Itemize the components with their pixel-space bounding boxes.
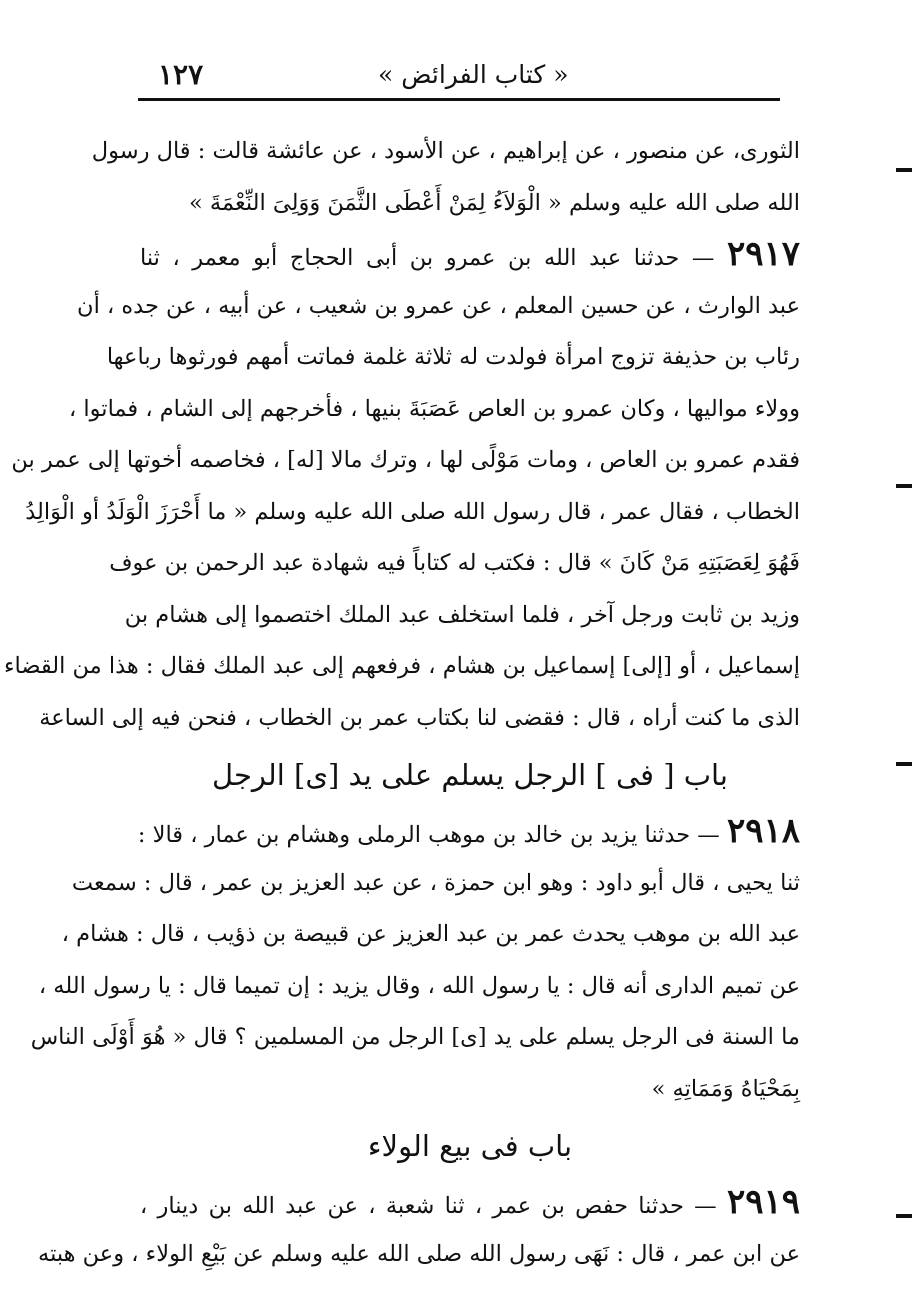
text-line: الخطاب ، فقال عمر ، قال رسول الله صلى الله عليه وسلم « ما أَحْرَزَ الْوَلَدُ أو الْوَالِدُ (25, 498, 800, 525)
intro-passage (91, 126, 800, 229)
hadith-first-line (140, 229, 800, 281)
header-rule (138, 98, 780, 101)
margin-mark (896, 762, 912, 766)
hadith-number: ٢٩١٧ (726, 234, 800, 274)
hadith-opening: — حدثنا يزيد بن خالد بن موهب الرملى وهشام بن عمار ، قالا : (137, 822, 720, 848)
hadith-number: ٢٩١٩ (726, 1182, 800, 1222)
text-line: عن ابن عمر ، قال : نَهَى رسول الله صلى الله عليه وسلم عن بَيْعِ الولاء ، وعن هبته (38, 1240, 800, 1267)
text-line: بِمَحْيَاهُ وَمَمَاتِهِ » (651, 1075, 800, 1102)
hadith-number: ٢٩١٨ (726, 811, 800, 851)
margin-mark (896, 1214, 912, 1218)
margin-mark (896, 168, 912, 172)
text-line: عبد الوارث ، عن حسين المعلم ، عن عمرو بن شعيب ، عن أبيه ، عن جده ، أن (77, 292, 800, 319)
text-line: الثورى، عن منصور ، عن إبراهيم ، عن الأسود ، عن عائشة قالت : قال رسول (91, 138, 800, 164)
chapter-heading: باب فى بيع الولاء (367, 1129, 573, 1163)
page-number: ١٢٧ (158, 58, 204, 91)
hadith-first-line (140, 1177, 800, 1229)
text-line: ما السنة فى الرجل يسلم على يد [ى] الرجل من المسلمين ؟ قال « هُوَ أَوْلَى الناس (30, 1024, 800, 1050)
hadith-first-line (137, 806, 800, 858)
page-body (3, 126, 800, 1280)
text-line: عبد الله بن موهب يحدث عمر بن عبد العزيز عن قبيصة بن ذؤيب ، قال : هشام ، (61, 921, 800, 947)
chapter-heading: باب [ فى ] الرجل يسلم على يد [ى] الرجل (212, 758, 728, 792)
text-line: وولاء مواليها ، وكان عمرو بن العاص عَصَبَةَ بنيها ، فأخرجهم إلى الشام ، فماتوا ، (69, 395, 800, 422)
hadith-opening: — حدثنا حفص بن عمر ، ثنا شعبة ، عن عبد الله بن دينار ، (140, 1193, 717, 1219)
hadith-2919 (38, 1177, 800, 1280)
text-line: إسماعيل ، أو [إلى] إسماعيل بن هشام ، فرفعهم إلى عبد الملك فقال : هذا من القضاء (3, 653, 800, 679)
text-line: فقدم عمرو بن العاص ، ومات مَوْلًى لها ، وترك مالا [له] ، فخاصمه أخوتها إلى عمر بن (11, 447, 800, 473)
text-line: فَهُوَ لِعَصَبَتِهِ مَنْ كَانَ » قال : فكتب له كتاباً فيه شهادة عبد الرحمن بن عوف (109, 550, 800, 576)
text-line: عن تميم الدارى أنه قال : يا رسول الله ، وقال يزيد : إن تميما قال : يا رسول الله ، (38, 972, 800, 999)
text-line: الله صلى الله عليه وسلم « الْوَلاَءُ لِمَنْ أَعْطَى الثَّمَنَ وَوَلِىَ النِّعْمَةَ » (189, 189, 800, 216)
running-title: « كتاب الفرائض » (378, 60, 569, 89)
text-line: وزيد بن ثابت ورجل آخر ، فلما استخلف عبد الملك اختصموا إلى هشام بن (124, 601, 800, 628)
margin-mark (896, 484, 912, 488)
hadith-2918 (30, 806, 800, 1115)
page-header (138, 52, 780, 96)
hadith-opening: — حدثنا عبد الله بن عمرو بن أبى الحجاج أبو معمر ، ثنا (140, 245, 715, 271)
text-line: الذى ما كنت أراه ، قال : فقضى لنا بكتاب عمر بن الخطاب ، فنحن فيه إلى الساعة (39, 704, 800, 731)
text-line: رئاب بن حذيفة تزوج امرأة فولدت له ثلاثة غلمة فماتت أمهم فورثوها رباعها (106, 344, 800, 370)
text-line: ثنا يحيى ، قال أبو داود : وهو ابن حمزة ، عن عبد العزيز بن عمر ، قال : سمعت (71, 869, 800, 896)
hadith-2917 (3, 229, 800, 744)
